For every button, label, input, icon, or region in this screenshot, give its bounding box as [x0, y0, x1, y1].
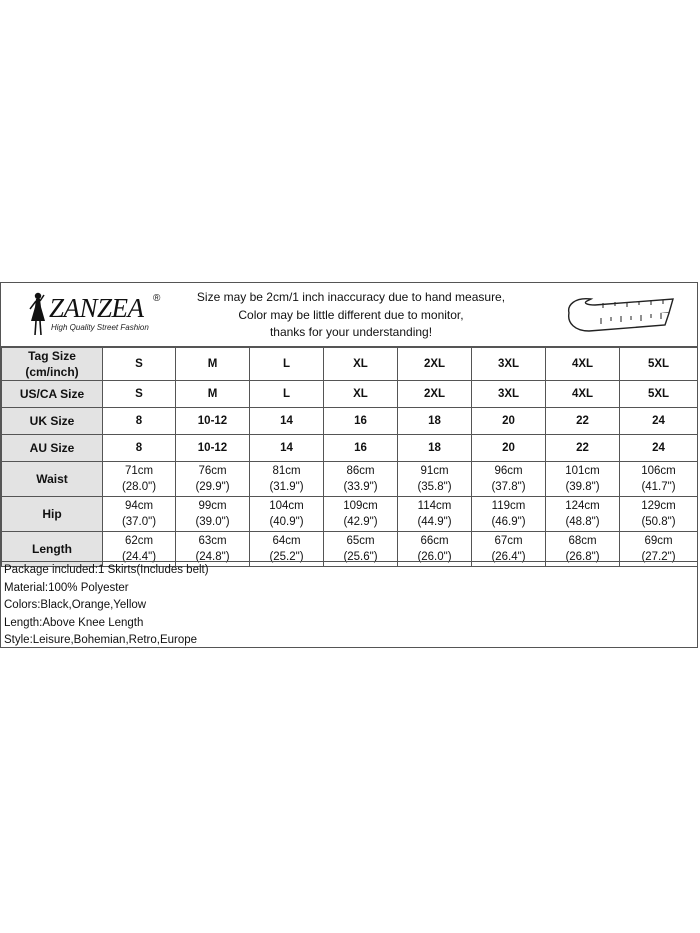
- cm-value: 114cm: [417, 500, 452, 512]
- row-label: Hip: [2, 497, 103, 532]
- cm-value: 99cm: [198, 500, 227, 512]
- size-cell: L: [250, 381, 324, 408]
- size-cell: 22: [546, 408, 620, 435]
- measure-cell: [398, 497, 472, 532]
- inch-value: (46.9"): [491, 516, 526, 528]
- cm-value: 69cm: [644, 535, 673, 547]
- inch-value: (37.0"): [121, 516, 157, 528]
- measure-cell: [620, 462, 698, 497]
- measuring-tape-icon: [561, 291, 681, 339]
- size-cell: 5XL: [620, 348, 698, 381]
- row-label-line: Tag Size: [28, 349, 76, 363]
- inch-value: (40.9"): [269, 516, 304, 528]
- size-chart: [0, 282, 698, 648]
- size-table: [1, 347, 698, 567]
- size-cell: 8: [103, 435, 176, 462]
- brand-tagline: High Quality Street Fashion: [51, 323, 149, 332]
- size-cell: 4XL: [546, 381, 620, 408]
- row-label: Length: [2, 532, 103, 567]
- registered-mark: ®: [153, 293, 161, 304]
- inch-value: (27.2"): [641, 551, 676, 563]
- cm-value: 101cm: [565, 465, 600, 477]
- inch-value: (42.9"): [343, 516, 378, 528]
- size-cell: 3XL: [472, 381, 546, 408]
- notice-line: Color may be little different due to monitor,: [238, 307, 464, 322]
- measure-cell: [176, 462, 250, 497]
- measure-cell: [324, 462, 398, 497]
- measure-cell: [250, 497, 324, 532]
- row-label: UK Size: [2, 408, 103, 435]
- detail-style: Style:Leisure,Bohemian,Retro,Europe: [4, 634, 198, 647]
- cm-value: 68cm: [568, 535, 597, 547]
- size-cell: 14: [250, 435, 324, 462]
- brand-logo: [23, 289, 193, 341]
- measure-cell: [398, 462, 472, 497]
- row-uk-size: [2, 408, 698, 435]
- inch-value: (26.0"): [417, 551, 452, 563]
- inch-value: (48.8"): [565, 516, 600, 528]
- row-label: [2, 348, 103, 381]
- size-cell: 3XL: [472, 348, 546, 381]
- row-au-size: [2, 435, 698, 462]
- detail-length: Length:Above Knee Length: [4, 616, 144, 629]
- size-cell: M: [176, 348, 250, 381]
- size-cell: 8: [103, 408, 176, 435]
- measurement-notice: [191, 289, 511, 342]
- cm-value: 64cm: [272, 535, 301, 547]
- chart-header: [1, 283, 697, 347]
- detail-package: Package included:1 Skirts(Includes belt): [4, 564, 209, 576]
- inch-value: (24.8"): [195, 551, 230, 563]
- fashion-model-icon: [27, 291, 49, 337]
- measure-cell: [250, 462, 324, 497]
- inch-value: (26.4"): [491, 551, 526, 563]
- inch-value: (29.9"): [195, 481, 230, 493]
- measure-cell: [472, 462, 546, 497]
- size-cell: L: [250, 348, 324, 381]
- size-cell: M: [176, 381, 250, 408]
- cm-value: 124cm: [565, 500, 600, 512]
- row-label: US/CA Size: [2, 381, 103, 408]
- size-cell: 24: [620, 435, 698, 462]
- inch-value: (31.9"): [269, 481, 304, 493]
- row-waist: [2, 462, 698, 497]
- measure-cell: [103, 462, 176, 497]
- size-cell: 10-12: [176, 435, 250, 462]
- size-cell: 14: [250, 408, 324, 435]
- cm-value: 109cm: [343, 500, 378, 512]
- inch-value: (26.8"): [565, 551, 600, 563]
- inch-value: (39.0"): [195, 516, 230, 528]
- measure-cell: [546, 497, 620, 532]
- cm-value: 94cm: [124, 500, 154, 512]
- inch-value: (25.6"): [343, 551, 378, 563]
- cm-value: 65cm: [346, 535, 375, 547]
- cm-value: 86cm: [346, 465, 375, 477]
- cm-value: 104cm: [269, 500, 304, 512]
- measure-cell: [620, 497, 698, 532]
- size-cell: S: [103, 348, 176, 381]
- measure-cell: [472, 497, 546, 532]
- measure-cell: [176, 497, 250, 532]
- product-details: [1, 561, 697, 650]
- row-label: Waist: [2, 462, 103, 497]
- size-cell: 2XL: [398, 348, 472, 381]
- cm-value: 62cm: [124, 535, 154, 547]
- inch-value: (39.8"): [565, 481, 600, 493]
- inch-value: (35.8"): [417, 481, 452, 493]
- row-us-ca-size: [2, 381, 698, 408]
- cm-value: 129cm: [641, 500, 676, 512]
- size-cell: 10-12: [176, 408, 250, 435]
- inch-value: (41.7"): [641, 481, 676, 493]
- size-cell: 20: [472, 435, 546, 462]
- size-cell: XL: [324, 381, 398, 408]
- inch-value: (28.0"): [121, 481, 157, 493]
- cm-value: 106cm: [641, 465, 676, 477]
- row-hip: [2, 497, 698, 532]
- size-cell: 4XL: [546, 348, 620, 381]
- size-cell: 20: [472, 408, 546, 435]
- inch-value: (50.8"): [641, 516, 676, 528]
- cm-value: 96cm: [494, 465, 523, 477]
- row-label-line: (cm/inch): [25, 365, 79, 379]
- brand-name: ZANZEA: [49, 293, 144, 323]
- row-label: AU Size: [2, 435, 103, 462]
- cm-value: 119cm: [491, 500, 526, 512]
- cm-value: 76cm: [198, 465, 227, 477]
- cm-value: 66cm: [420, 535, 449, 547]
- inch-value: (24.4"): [121, 551, 157, 563]
- size-cell: S: [103, 381, 176, 408]
- cm-value: 71cm: [124, 465, 154, 477]
- inch-value: (25.2"): [269, 551, 304, 563]
- inch-value: (33.9"): [343, 481, 378, 493]
- size-cell: XL: [324, 348, 398, 381]
- detail-colors: Colors:Black,Orange,Yellow: [4, 599, 147, 612]
- size-cell: 16: [324, 408, 398, 435]
- measure-cell: [546, 462, 620, 497]
- notice-line: thanks for your understanding!: [269, 325, 433, 339]
- row-tag-size: [2, 348, 698, 381]
- notice-line: Size may be 2cm/1 inch inaccuracy due to hand measure,: [196, 290, 506, 304]
- measure-cell: [103, 497, 176, 532]
- cm-value: 67cm: [494, 535, 523, 547]
- cm-value: 81cm: [272, 465, 301, 477]
- inch-value: (37.8"): [491, 481, 526, 493]
- size-cell: 16: [324, 435, 398, 462]
- cm-value: 91cm: [420, 465, 449, 477]
- size-cell: 5XL: [620, 381, 698, 408]
- size-cell: 24: [620, 408, 698, 435]
- inch-value: (44.9"): [417, 516, 452, 528]
- size-cell: 18: [398, 435, 472, 462]
- detail-material: Material:100% Polyester: [4, 581, 129, 594]
- size-cell: 18: [398, 408, 472, 435]
- measure-cell: [324, 497, 398, 532]
- cm-value: 63cm: [198, 535, 227, 547]
- size-cell: 22: [546, 435, 620, 462]
- size-cell: 2XL: [398, 381, 472, 408]
